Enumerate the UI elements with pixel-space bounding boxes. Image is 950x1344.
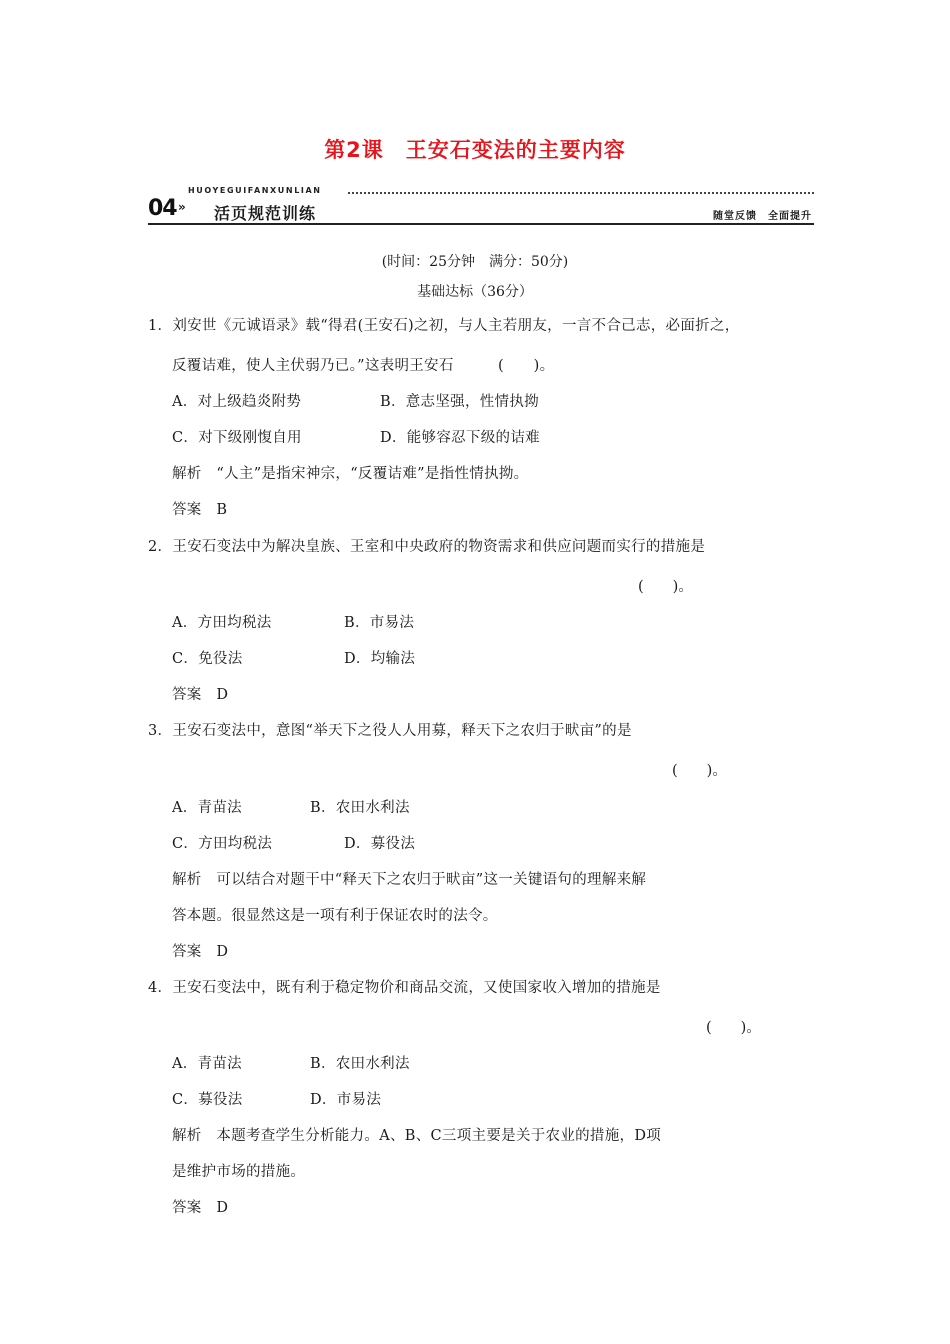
q3-option-d: D．募役法 — [344, 836, 416, 852]
q2-answer: 答案 D — [172, 687, 229, 703]
q3-option-a: A．青苗法 — [172, 800, 242, 816]
dotted-divider — [348, 192, 814, 194]
q1-answer: 答案 B — [172, 502, 228, 518]
banner-rule — [148, 223, 814, 225]
q1-option-b: B．意志坚强，性情执拗 — [380, 394, 539, 410]
banner-name: 活页规范训练 — [214, 204, 317, 223]
q4-analysis-line2: 是维护市场的措施。 — [172, 1164, 306, 1180]
q4-stem-line1: 4．王安石变法中，既有利于稳定物价和商品交流，又使国家收入增加的措施是 — [148, 980, 661, 996]
q2-option-d: D．均输法 — [344, 651, 416, 667]
section-banner — [148, 186, 814, 228]
lesson-title: 第2课 王安石变法的主要内容 — [324, 138, 626, 162]
q4-option-c: C．募役法 — [172, 1092, 243, 1108]
q4-option-d: D．市易法 — [310, 1092, 382, 1108]
q3-option-c: C．方田均税法 — [172, 836, 273, 852]
q3-option-b: B．农田水利法 — [310, 800, 410, 816]
q3-analysis-line1: 解析 可以结合对题干中“释天下之农归于畎亩”这一关键语句的理解来解 — [172, 872, 647, 888]
q1-option-c: C．对下级刚愎自用 — [172, 430, 302, 446]
q1-analysis: 解析 “人主”是指宋神宗，“反覆诘难”是指性情执拗。 — [172, 466, 529, 482]
q3-stem-line1: 3．王安石变法中，意图“举天下之役人人用募，释天下之农归于畎亩”的是 — [148, 723, 632, 739]
q1-option-d: D．能够容忍下级的诘难 — [380, 430, 540, 446]
q4-analysis-line1: 解析 本题考查学生分析能力。A、B、C三项主要是关于农业的措施，D项 — [172, 1128, 662, 1144]
double-chevron-icon: » — [178, 200, 186, 214]
banner-pinyin: HUOYEGUIFANXUNLIAN — [188, 186, 322, 195]
q1-stem-line2: 反覆诘难，使人主伏弱乃已。”这表明王安石 ( )。 — [172, 358, 555, 374]
q2-answer-blank: ( )。 — [638, 579, 693, 595]
time-score-info: (时间：25分钟 满分：50分) — [381, 254, 569, 270]
q4-option-b: B．农田水利法 — [310, 1056, 410, 1072]
q2-option-b: B．市易法 — [344, 615, 415, 631]
banner-number: 04 — [148, 196, 177, 221]
q3-answer: 答案 D — [172, 944, 229, 960]
q3-analysis-line2: 答本题。很显然这是一项有利于保证农时的法令。 — [172, 908, 498, 924]
q4-answer: 答案 D — [172, 1200, 229, 1216]
section-heading: 基础达标（36分） — [417, 284, 533, 300]
q4-option-a: A．青苗法 — [172, 1056, 242, 1072]
q1-option-a: A．对上级趋炎附势 — [172, 394, 302, 410]
q2-stem-line1: 2．王安石变法中为解决皇族、王室和中央政府的物资需求和供应问题而实行的措施是 — [148, 539, 706, 555]
q2-option-c: C．免役法 — [172, 651, 243, 667]
q1-stem-line1: 1．刘安世《元诚语录》载“得君(王安石)之初，与人主若朋友，一言不合己志，必面折之， — [148, 318, 740, 334]
banner-slogan: 随堂反馈 全面提升 — [713, 211, 812, 222]
q3-answer-blank: ( )。 — [672, 763, 727, 779]
q4-answer-blank: ( )。 — [706, 1020, 761, 1036]
q2-option-a: A．方田均税法 — [172, 615, 272, 631]
